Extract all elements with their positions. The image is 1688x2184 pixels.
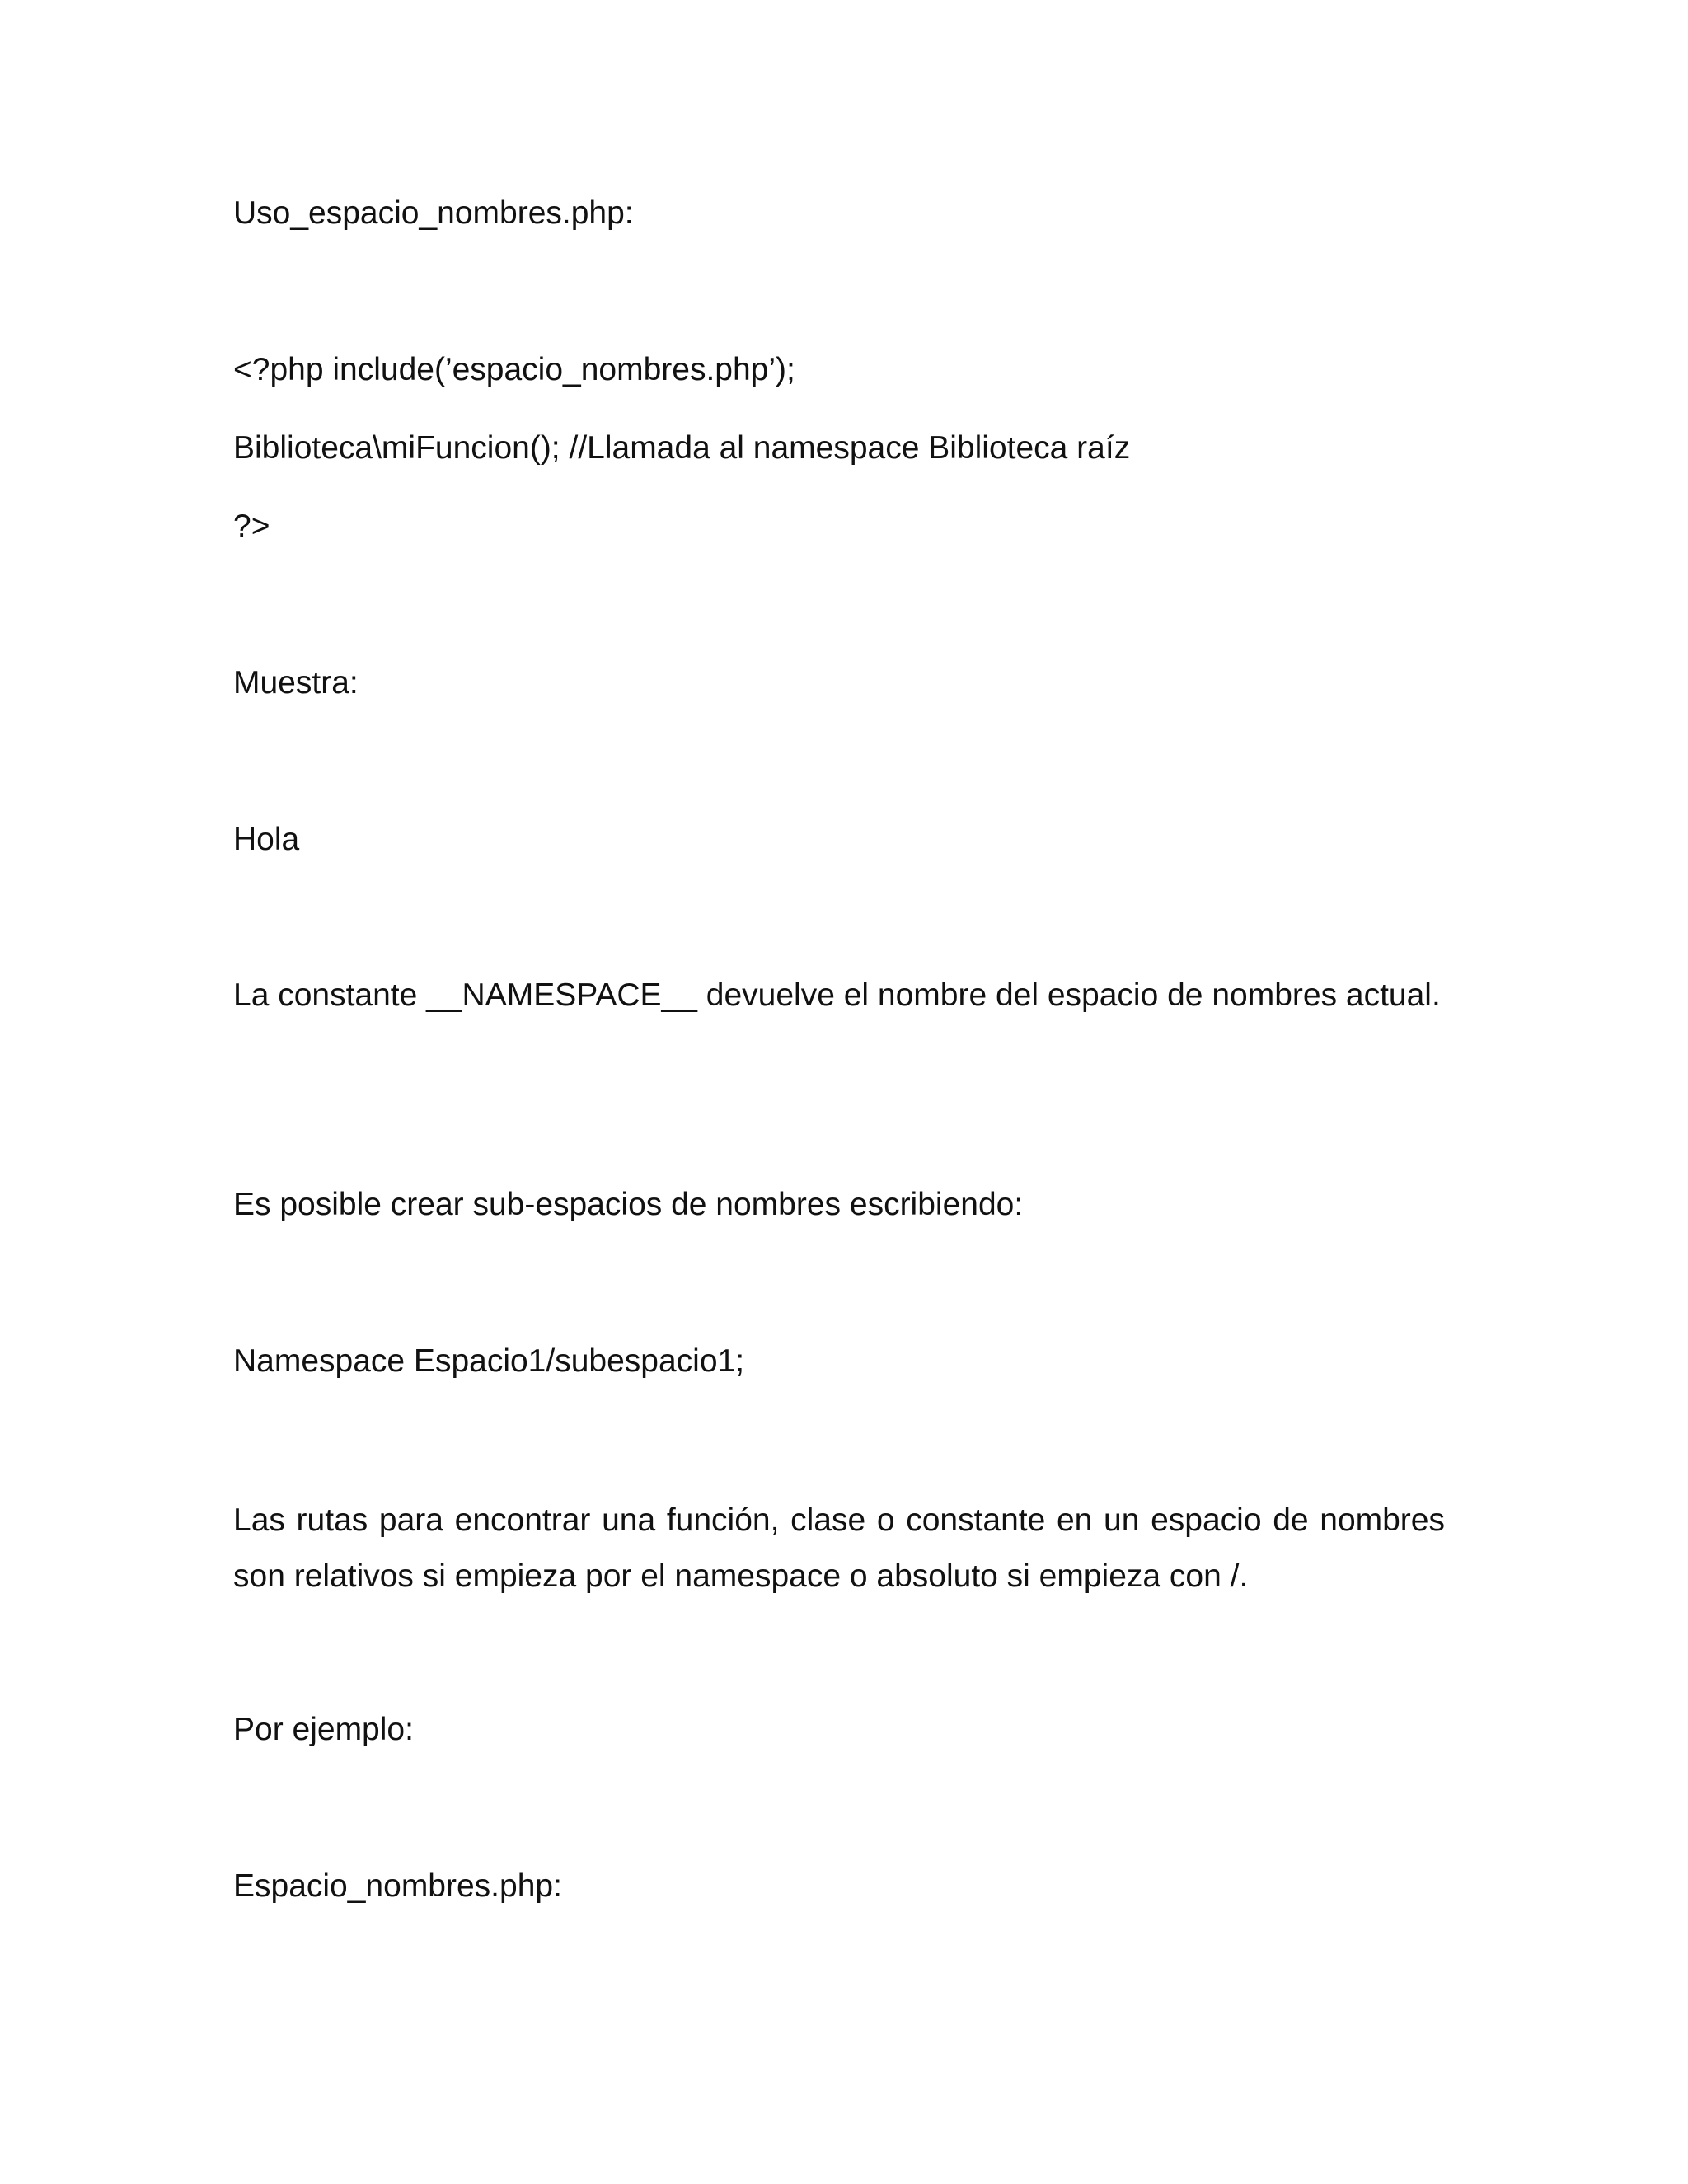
file-heading-espacio-nombres: Espacio_nombres.php: (233, 1868, 562, 1904)
por-ejemplo-label: Por ejemplo: (233, 1712, 414, 1747)
subespacios-paragraph: Es posible crear sub-espacios de nombres escribiendo: (233, 1187, 1024, 1222)
code-line-include: <?php include(’espacio_nombres.php’); (233, 352, 795, 387)
code-line-function-call: Biblioteca\miFuncion(); //Llamada al namespace Biblioteca raíz (233, 430, 1131, 466)
code-line-close-tag: ?> (233, 509, 270, 544)
rutas-paragraph: Las rutas para encontrar una función, clase o constante en un espacio de nombres son relativos si empieza por el namespace o absoluto si empieza con /. (233, 1502, 1445, 1594)
muestra-label: Muestra: (233, 665, 359, 701)
namespace-example: Namespace Espacio1/subespacio1; (233, 1343, 745, 1379)
output-hola: Hola (233, 822, 300, 857)
file-heading-uso-espacio-nombres: Uso_espacio_nombres.php: (233, 195, 634, 231)
namespace-constant-paragraph: La constante __NAMESPACE__ devuelve el nombre del espacio de nombres actual. (233, 977, 1441, 1013)
